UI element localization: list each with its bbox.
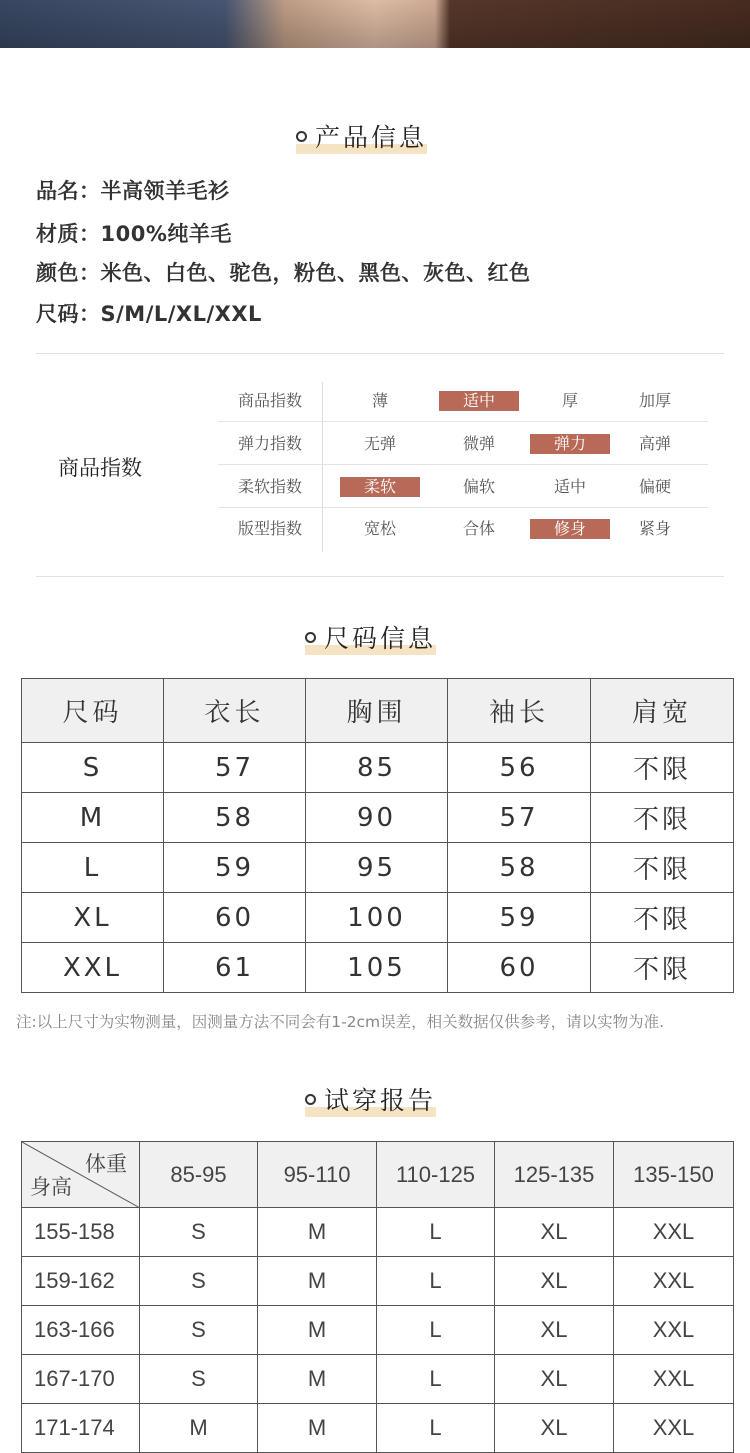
index-option: 薄: [371, 391, 388, 410]
fit-table-row: [22, 1355, 734, 1404]
fit-table-weight-header: 85-95: [140, 1142, 258, 1208]
size-table-row: [22, 893, 734, 943]
size-table-header-cell: 胸围: [306, 679, 448, 743]
fit-table-size-cell: XL: [495, 1208, 614, 1257]
index-row-label: 版型指数: [237, 519, 302, 538]
size-info-title-text: 尺码信息: [324, 624, 437, 653]
product-info-title-text: 产品信息: [315, 123, 428, 152]
size-table-cell: 57: [448, 793, 591, 843]
fit-table-weight-header: 110-125: [377, 1142, 495, 1208]
fit-table-size-cell: M: [258, 1355, 377, 1404]
index-option-selected: 修身: [530, 519, 610, 539]
size-table-cell: L: [22, 843, 164, 893]
fit-table-size-cell: L: [377, 1306, 495, 1355]
fit-table-row: [22, 1404, 734, 1453]
circle-icon: [305, 1094, 316, 1105]
index-option: 无弹: [363, 434, 396, 453]
fit-table-size-cell: L: [377, 1355, 495, 1404]
fit-table-size-cell: S: [140, 1257, 258, 1306]
size-table-cell: 不限: [591, 793, 734, 843]
size-table-cell: 58: [164, 793, 306, 843]
index-option: 合体: [462, 519, 495, 538]
fit-table-size-cell: L: [377, 1208, 495, 1257]
index-row: [218, 466, 708, 508]
size-table-row: [22, 943, 734, 993]
size-table-cell: 60: [448, 943, 591, 993]
fit-table-height-cell: 155-158: [22, 1208, 140, 1257]
circle-icon: [296, 131, 307, 142]
fit-table-size-cell: XL: [495, 1306, 614, 1355]
fit-table-height-cell: 163-166: [22, 1306, 140, 1355]
index-row-label: 柔软指数: [237, 477, 302, 496]
index-option-selected: 适中: [439, 391, 519, 411]
index-row: [218, 508, 708, 550]
fit-table-height-cell: 171-174: [22, 1404, 140, 1453]
index-option-selected: 柔软: [340, 477, 420, 497]
size-line: 尺码：S/M/L/XL/XXL: [36, 302, 262, 326]
fit-table-size-cell: S: [140, 1306, 258, 1355]
fit-table-size-cell: S: [140, 1355, 258, 1404]
divider: [36, 576, 724, 577]
size-table: [21, 678, 734, 993]
fit-table-row: [22, 1208, 734, 1257]
fit-table-size-cell: XXL: [614, 1355, 734, 1404]
fit-table-size-cell: XL: [495, 1355, 614, 1404]
fit-table-size-cell: XXL: [614, 1404, 734, 1453]
index-option: 厚: [561, 391, 578, 410]
fit-table-size-cell: XXL: [614, 1208, 734, 1257]
product-index-label: 商品指数: [58, 456, 142, 480]
fit-table-header-row: [22, 1142, 734, 1208]
size-table-cell: S: [22, 743, 164, 793]
index-option: 加厚: [638, 391, 671, 410]
size-table-row: [22, 843, 734, 893]
index-option: 偏硬: [638, 477, 671, 496]
fit-table-size-cell: L: [377, 1404, 495, 1453]
size-table-cell: M: [22, 793, 164, 843]
size-table-cell: 90: [306, 793, 448, 843]
index-option: 适中: [553, 477, 586, 496]
product-info-title: [296, 116, 427, 156]
fit-table-size-cell: XL: [495, 1257, 614, 1306]
size-table-cell: 不限: [591, 893, 734, 943]
size-table-row: [22, 743, 734, 793]
fit-table-height-cell: 167-170: [22, 1355, 140, 1404]
fit-table-height-cell: 159-162: [22, 1257, 140, 1306]
product-name-line: 品名：半高领羊毛衫: [36, 179, 230, 203]
size-table-cell: 不限: [591, 843, 734, 893]
size-table-header-row: [22, 679, 734, 743]
size-table-header-cell: 袖长: [448, 679, 591, 743]
size-table-header-cell: 衣长: [164, 679, 306, 743]
size-table-cell: 59: [164, 843, 306, 893]
size-table-header-cell: 肩宽: [591, 679, 734, 743]
index-option: 紧身: [638, 519, 671, 538]
index-row: [218, 380, 708, 422]
circle-icon: [305, 632, 316, 643]
fit-table-size-cell: M: [140, 1404, 258, 1453]
fit-table-size-cell: XXL: [614, 1306, 734, 1355]
size-table-cell: 95: [306, 843, 448, 893]
color-line: 颜色：米色、白色、驼色，粉色、黑色、灰色、红色: [36, 261, 531, 285]
index-row-separator: [218, 464, 708, 465]
index-row-label: 弹力指数: [237, 434, 302, 453]
fit-table-row: [22, 1257, 734, 1306]
index-option: 宽松: [363, 519, 396, 538]
index-option: 高弹: [638, 434, 671, 453]
size-table-cell: 56: [448, 743, 591, 793]
index-row-separator: [218, 421, 708, 422]
index-row: [218, 423, 708, 465]
index-option: 微弹: [462, 434, 495, 453]
fit-table-size-cell: XXL: [614, 1257, 734, 1306]
size-table-cell: 85: [306, 743, 448, 793]
size-table-cell: 105: [306, 943, 448, 993]
divider: [36, 353, 724, 354]
product-photo: [0, 0, 750, 48]
size-table-row: [22, 793, 734, 843]
fit-table-size-cell: M: [258, 1208, 377, 1257]
fit-table-weight-header: 95-110: [258, 1142, 377, 1208]
size-table-cell: 57: [164, 743, 306, 793]
corner-weight-label: 体重: [85, 1152, 127, 1176]
size-table-cell: 59: [448, 893, 591, 943]
index-row-label: 商品指数: [237, 391, 302, 410]
fit-table-size-cell: S: [140, 1208, 258, 1257]
size-table-cell: 58: [448, 843, 591, 893]
index-option: 偏软: [462, 477, 495, 496]
fit-table-size-cell: L: [377, 1257, 495, 1306]
size-table-cell: XXL: [22, 943, 164, 993]
fit-table-size-cell: XL: [495, 1404, 614, 1453]
fit-table-weight-header: 125-135: [495, 1142, 614, 1208]
size-table-cell: 60: [164, 893, 306, 943]
fit-report-title-text: 试穿报告: [324, 1086, 437, 1115]
size-note: 注:以上尺寸为实物测量，因测量方法不同会有1-2cm误差，相关数据仅供参考，请以实物为准.: [16, 1013, 665, 1031]
size-table-cell: 不限: [591, 943, 734, 993]
size-table-cell: XL: [22, 893, 164, 943]
fit-table-size-cell: M: [258, 1404, 377, 1453]
fit-table-row: [22, 1306, 734, 1355]
fit-table-corner-cell: [22, 1142, 140, 1208]
fit-table-size-cell: M: [258, 1257, 377, 1306]
corner-height-label: 身高: [30, 1175, 72, 1199]
fit-table: [21, 1141, 734, 1453]
size-table-cell: 100: [306, 893, 448, 943]
size-table-cell: 不限: [591, 743, 734, 793]
fit-report-title: [305, 1079, 436, 1119]
size-table-header-cell: 尺码: [22, 679, 164, 743]
index-option-selected: 弹力: [530, 434, 610, 454]
photo-shade: [0, 0, 750, 48]
size-table-cell: 61: [164, 943, 306, 993]
fit-table-size-cell: M: [258, 1306, 377, 1355]
material-line: 材质：100%纯羊毛: [36, 222, 232, 246]
size-info-title: [305, 617, 436, 657]
fit-table-weight-header: 135-150: [614, 1142, 734, 1208]
